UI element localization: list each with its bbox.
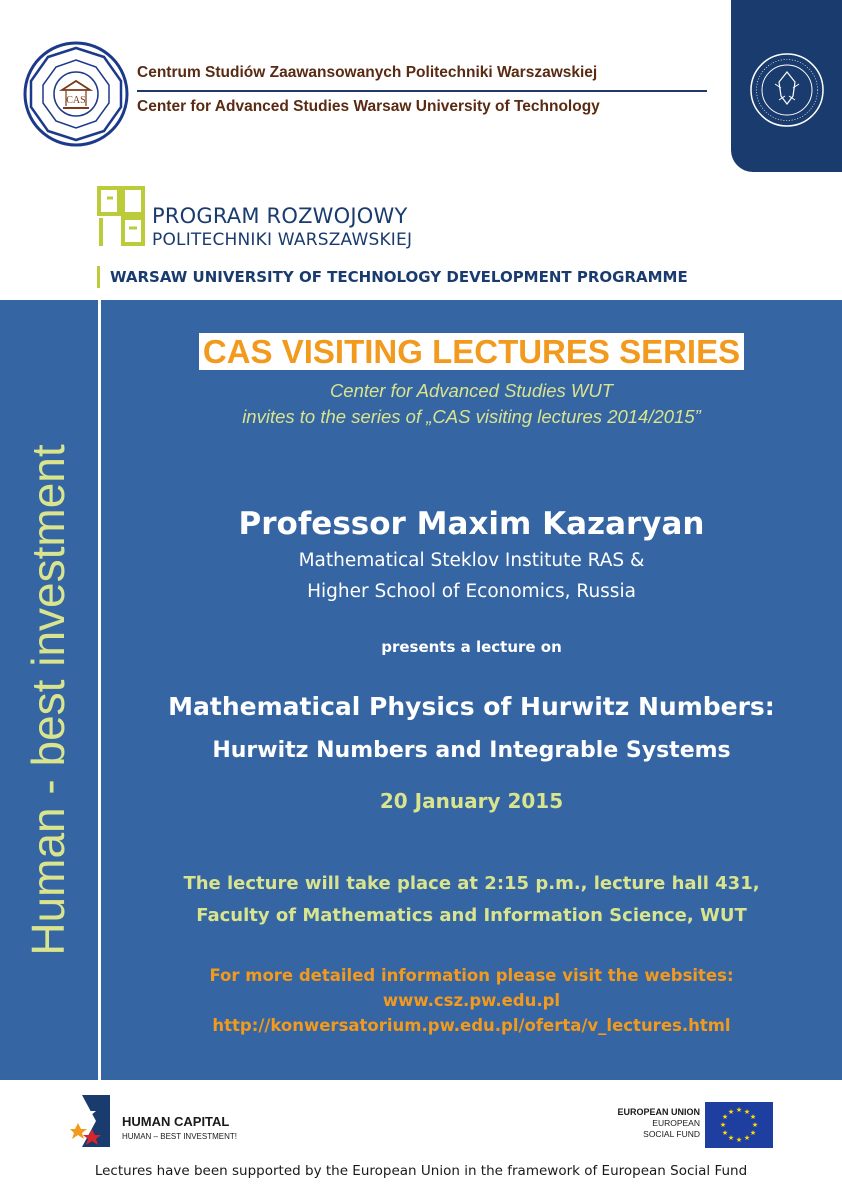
cas-name-english: Center for Advanced Studies Warsaw University of Technology [137,98,600,115]
svg-text:★: ★ [721,1129,729,1137]
program-accent-bar [97,266,100,288]
cas-logo-text: CAS [66,95,86,106]
presents-label: presents a lecture on [381,638,562,656]
place-line-1: The lecture will take place at 2:15 p.m., lecture hall 431, [183,873,760,894]
speaker-name: Professor Maxim Kazaryan [238,506,705,542]
svg-text:★: ★ [743,1134,751,1142]
affiliation-line-2: Higher School of Economics, Russia [307,581,636,602]
invite-line-1: Center for Advanced Studies WUT [329,380,614,401]
svg-text:★: ★ [749,1129,757,1137]
eu-caption-line1: EUROPEAN UNION [617,1107,700,1117]
human-capital-logo [70,1093,112,1149]
svg-text:★: ★ [727,1134,735,1142]
header-divider [137,90,707,92]
program-title-english: WARSAW UNIVERSITY OF TECHNOLOGY DEVELOPMENT PROGRAMME [110,268,688,286]
series-title-text: CAS VISITING LECTURES SERIES [199,333,744,370]
human-capital-subtitle: HUMAN – BEST INVESTMENT! [122,1132,237,1141]
series-title [101,333,842,371]
program-title-line2: POLITECHNIKI WARSZAWSKIEJ [152,230,413,250]
eu-flag-icon [705,1102,773,1148]
program-title-line1: PROGRAM ROZWOJOWY [152,204,408,228]
svg-text:★: ★ [735,1136,743,1144]
svg-text:★: ★ [719,1121,727,1129]
eu-caption-line2: EUROPEAN [652,1118,700,1128]
website-link-lectures[interactable]: http://konwersatorium.pw.edu.pl/oferta/v_lectures.html [212,1016,731,1035]
eu-caption-line3: SOCIAL FUND [643,1129,700,1139]
svg-text:★: ★ [721,1113,729,1121]
human-capital-title: HUMAN CAPITAL [122,1114,230,1129]
svg-text:★: ★ [735,1106,743,1114]
lecture-date: 20 January 2015 [379,789,564,813]
eu-caption [560,1106,700,1140]
lecture-subtitle: Hurwitz Numbers and Integrable Systems [212,738,731,763]
lecture-title: Mathematical Physics of Hurwitz Numbers: [168,692,775,721]
cas-logo [22,40,130,148]
invite-line-2: invites to the series of „CAS visiting lectures 2014/2015” [242,406,701,427]
place-line-2: Faculty of Mathematics and Information Science, WUT [196,905,747,926]
cas-name-polish: Centrum Studiów Zaawansowanych Politechniki Warszawskiej [137,64,598,81]
website-link-csz[interactable]: www.csz.pw.edu.pl [382,991,561,1010]
svg-text:★: ★ [743,1108,751,1116]
support-note: Lectures have been supported by the European Union in the framework of European Social Fund [94,1163,748,1179]
affiliation-line-1: Mathematical Steklov Institute RAS & [298,550,645,571]
development-programme-logo [97,186,147,248]
svg-text:★: ★ [727,1108,735,1116]
svg-text:★: ★ [749,1113,757,1121]
svg-text:★: ★ [751,1121,759,1129]
university-seal [749,52,825,128]
info-heading: For more detailed information please visit the websites: [209,966,734,985]
slogan-text: Human - best investment [22,444,74,956]
